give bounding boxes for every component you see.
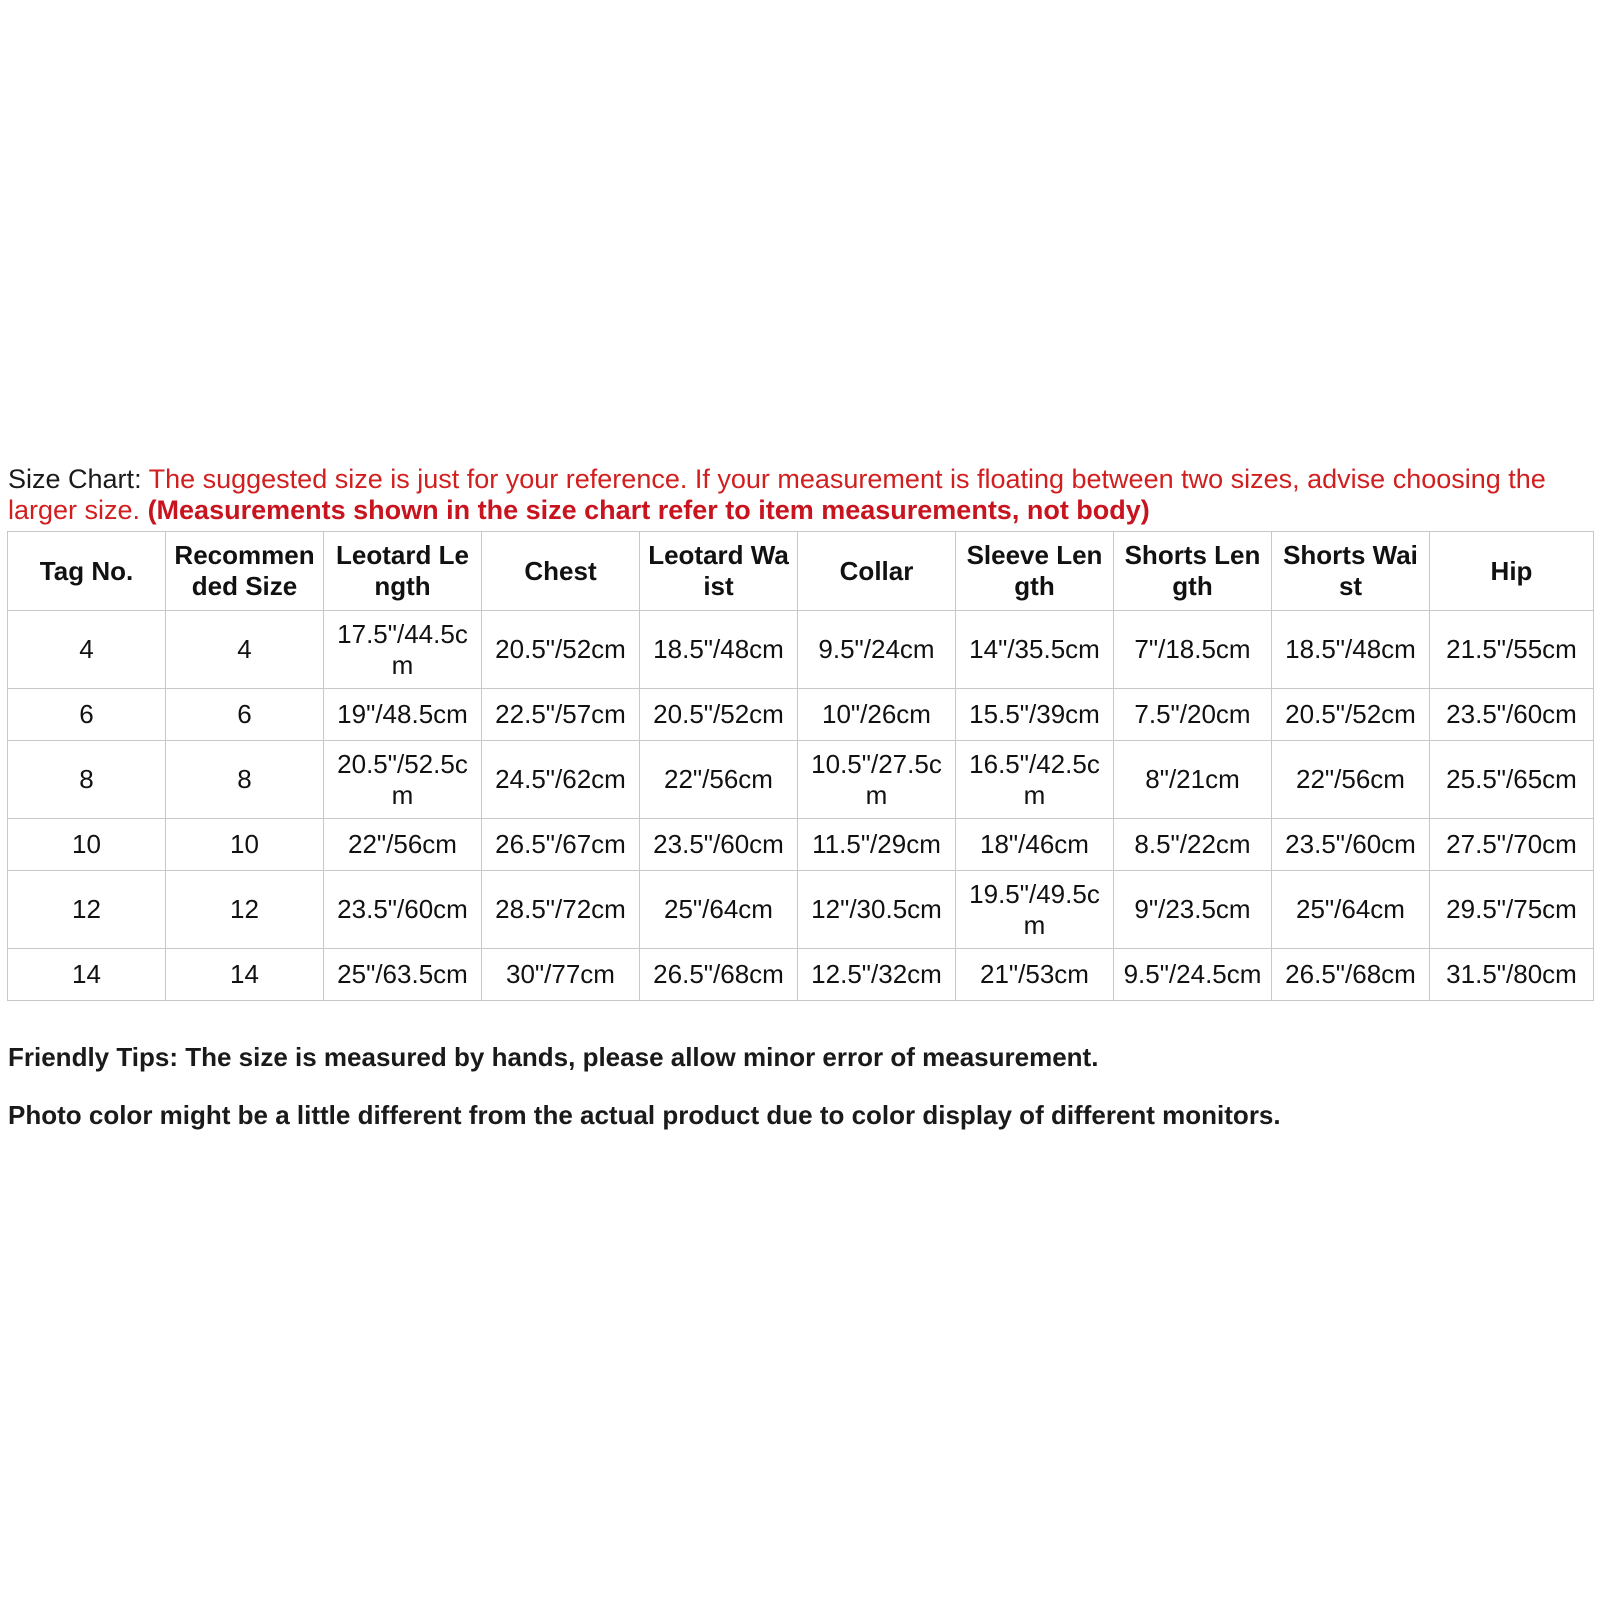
table-row xyxy=(8,871,1594,949)
table-cell: 25.5"/65cm xyxy=(1430,741,1594,819)
header-recommended-size: Recommended Size xyxy=(166,532,324,611)
table-cell: 27.5"/70cm xyxy=(1430,819,1594,871)
table-cell: 22"/56cm xyxy=(640,741,798,819)
table-cell: 8 xyxy=(8,741,166,819)
table-cell: 15.5"/39cm xyxy=(956,689,1114,741)
table-row xyxy=(8,819,1594,871)
table-cell: 12 xyxy=(8,871,166,949)
table-cell: 14"/35.5cm xyxy=(956,611,1114,689)
table-cell: 10 xyxy=(8,819,166,871)
table-cell: 4 xyxy=(166,611,324,689)
table-header-row xyxy=(8,532,1594,611)
table-cell: 12"/30.5cm xyxy=(798,871,956,949)
table-cell: 8"/21cm xyxy=(1114,741,1272,819)
friendly-tips: Friendly Tips: The size is measured by hands, please allow minor error of measurement. xyxy=(8,1042,1099,1072)
header-shorts-waist: Shorts Waist xyxy=(1272,532,1430,611)
table-cell: 6 xyxy=(8,689,166,741)
table-cell: 29.5"/75cm xyxy=(1430,871,1594,949)
table-cell: 31.5"/80cm xyxy=(1430,949,1594,1001)
table-cell: 9"/23.5cm xyxy=(1114,871,1272,949)
header-chest: Chest xyxy=(482,532,640,611)
photo-color-note: Photo color might be a little different from the actual product due to color display of different monitors. xyxy=(8,1100,1281,1130)
table-cell: 10"/26cm xyxy=(798,689,956,741)
table-cell: 12.5"/32cm xyxy=(798,949,956,1001)
table-cell: 9.5"/24.5cm xyxy=(1114,949,1272,1001)
table-cell: 16.5"/42.5cm xyxy=(956,741,1114,819)
table-cell: 4 xyxy=(8,611,166,689)
table-cell: 20.5"/52.5cm xyxy=(324,741,482,819)
table-row xyxy=(8,949,1594,1001)
header-shorts-length: Shorts Length xyxy=(1114,532,1272,611)
table-cell: 23.5"/60cm xyxy=(1430,689,1594,741)
size-table xyxy=(7,531,1594,1001)
table-cell: 22"/56cm xyxy=(324,819,482,871)
table-cell: 23.5"/60cm xyxy=(1272,819,1430,871)
header-hip: Hip xyxy=(1430,532,1594,611)
table-cell: 25"/63.5cm xyxy=(324,949,482,1001)
table-cell: 19"/48.5cm xyxy=(324,689,482,741)
table-cell: 26.5"/68cm xyxy=(640,949,798,1001)
table-cell: 18.5"/48cm xyxy=(1272,611,1430,689)
table-cell: 11.5"/29cm xyxy=(798,819,956,871)
table-cell: 14 xyxy=(166,949,324,1001)
table-cell: 23.5"/60cm xyxy=(324,871,482,949)
table-cell: 7.5"/20cm xyxy=(1114,689,1272,741)
table-row xyxy=(8,741,1594,819)
table-cell: 18"/46cm xyxy=(956,819,1114,871)
table-cell: 30"/77cm xyxy=(482,949,640,1001)
header-tag-no: Tag No. xyxy=(8,532,166,611)
header-sleeve-length: Sleeve Length xyxy=(956,532,1114,611)
table-cell: 25"/64cm xyxy=(1272,871,1430,949)
table-cell: 22"/56cm xyxy=(1272,741,1430,819)
table-cell: 26.5"/67cm xyxy=(482,819,640,871)
size-chart-colon: : xyxy=(134,464,142,494)
table-cell: 17.5"/44.5cm xyxy=(324,611,482,689)
table-row xyxy=(8,611,1594,689)
table-cell: 25"/64cm xyxy=(640,871,798,949)
table-cell: 7"/18.5cm xyxy=(1114,611,1272,689)
table-cell: 21.5"/55cm xyxy=(1430,611,1594,689)
table-cell: 26.5"/68cm xyxy=(1272,949,1430,1001)
table-cell: 6 xyxy=(166,689,324,741)
header-leotard-waist: Leotard Waist xyxy=(640,532,798,611)
table-cell: 19.5"/49.5cm xyxy=(956,871,1114,949)
table-cell: 9.5"/24cm xyxy=(798,611,956,689)
size-chart-measurement-note: (Measurements shown in the size chart refer to item measurements, not body) xyxy=(147,495,1150,525)
table-cell: 20.5"/52cm xyxy=(482,611,640,689)
table-cell: 20.5"/52cm xyxy=(640,689,798,741)
table-cell: 10.5"/27.5cm xyxy=(798,741,956,819)
table-cell: 21"/53cm xyxy=(956,949,1114,1001)
table-cell: 22.5"/57cm xyxy=(482,689,640,741)
header-collar: Collar xyxy=(798,532,956,611)
table-cell: 10 xyxy=(166,819,324,871)
size-chart-label: Size Chart xyxy=(8,464,135,494)
size-chart-intro xyxy=(8,464,1588,526)
header-leotard-length: Leotard Length xyxy=(324,532,482,611)
table-cell: 20.5"/52cm xyxy=(1272,689,1430,741)
size-chart-advice: The suggested size is just for your reference. If your measurement is floating between two sizes, advise choosing the larger size. xyxy=(8,464,1546,525)
table-cell: 8 xyxy=(166,741,324,819)
table-cell: 28.5"/72cm xyxy=(482,871,640,949)
table-cell: 12 xyxy=(166,871,324,949)
table-cell: 23.5"/60cm xyxy=(640,819,798,871)
table-row xyxy=(8,689,1594,741)
table-cell: 14 xyxy=(8,949,166,1001)
table-cell: 18.5"/48cm xyxy=(640,611,798,689)
table-cell: 24.5"/62cm xyxy=(482,741,640,819)
table-cell: 8.5"/22cm xyxy=(1114,819,1272,871)
